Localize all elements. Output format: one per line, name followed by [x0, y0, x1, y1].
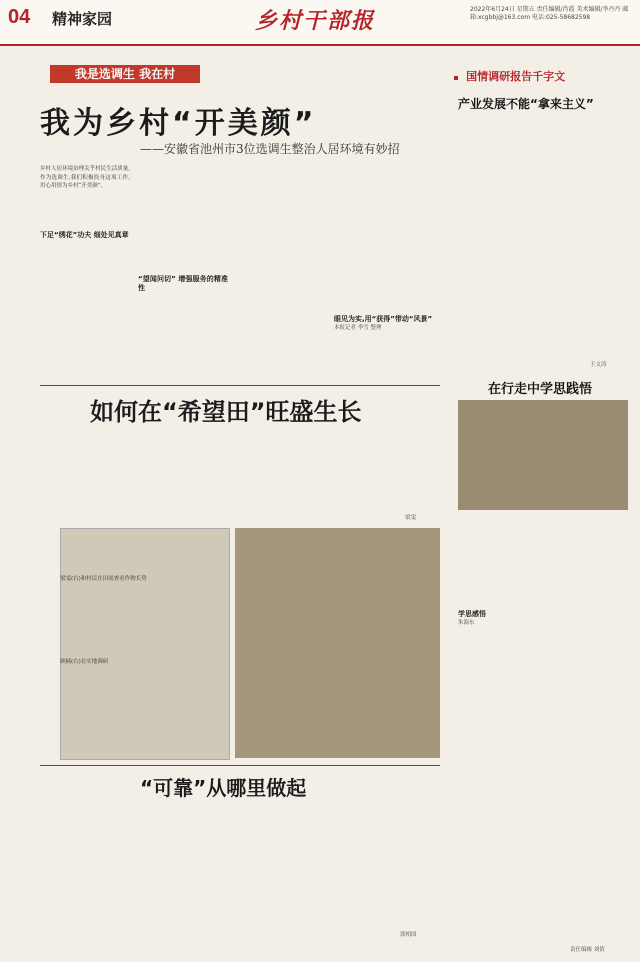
divider	[40, 385, 440, 386]
story-text-col-2	[138, 165, 228, 360]
section-heading-2: “望闻问切” 增强服务的精准性	[138, 275, 228, 292]
story-text-col-4	[334, 165, 434, 360]
story-text-col-3	[236, 165, 326, 360]
right-text-1	[458, 113, 633, 358]
right-column-header	[454, 65, 634, 83]
masthead-info: 2022年6月24日 星期五 责任编辑/肖霞 美术编辑/李丹丹 邮箱:xcgbbj@163.com 电话:025-58682598	[470, 6, 629, 21]
group-photo	[458, 400, 628, 510]
story-text-col-1	[40, 165, 130, 360]
bottom-signature: 郭相国	[400, 932, 417, 938]
page-number: 04	[8, 6, 31, 28]
section-heading-3: 眼见为实,用“获得”带动“风景”	[334, 315, 433, 323]
middle-headline: 如何在“希望田”旺盛生长	[90, 398, 362, 426]
divider	[40, 765, 440, 766]
story-banner: 我是选调生 我在村	[50, 65, 200, 83]
photo-caption-1: 梁雯(右)和村民在田间查看作物长势	[60, 576, 147, 582]
right-headline-2: 在行走中学思践悟	[488, 382, 593, 397]
middle-signature: 梁雯	[405, 515, 417, 521]
right-headline-1: 产业发展不能“拿来主义”	[458, 97, 594, 111]
right-text-2	[458, 515, 633, 845]
story-headline: 我为乡村“开美颜”	[40, 106, 317, 141]
middle-text	[40, 430, 440, 510]
newspaper-logo: 乡村干部报	[255, 8, 376, 34]
tag-marker-icon	[454, 76, 458, 80]
bottom-headline: “可靠”从哪里做起	[140, 776, 307, 800]
story-intro: 乡村人居环境治理关乎村民生活质量,作为选调生,我们积极投身这项工作,用心用情为乡村“开美颜”。	[40, 166, 130, 189]
right-signature-2: 朱海东	[458, 619, 475, 626]
right-subsection-label: 学思感悟	[458, 610, 486, 618]
section-title: 精神家园	[52, 10, 113, 28]
right-signature-1: 王文涛	[590, 362, 607, 368]
section-heading-1: 下足“绣花”功夫 细处见真章	[40, 230, 129, 239]
right-column-tag: 国情调研报告千字文	[466, 70, 566, 83]
page-editor-credit: 责任编辑 刘倩	[570, 947, 605, 953]
portrait-photo	[235, 528, 440, 758]
bottom-text	[40, 805, 440, 945]
story-signature: 本报记者 李雪 整理	[334, 324, 382, 331]
photo-collage	[60, 528, 230, 760]
photo-caption-2: 顾楠(右)在实地调研	[60, 659, 109, 665]
story-subheadline: ——安徽省池州市3位选调生整治人居环境有妙招	[140, 142, 400, 156]
